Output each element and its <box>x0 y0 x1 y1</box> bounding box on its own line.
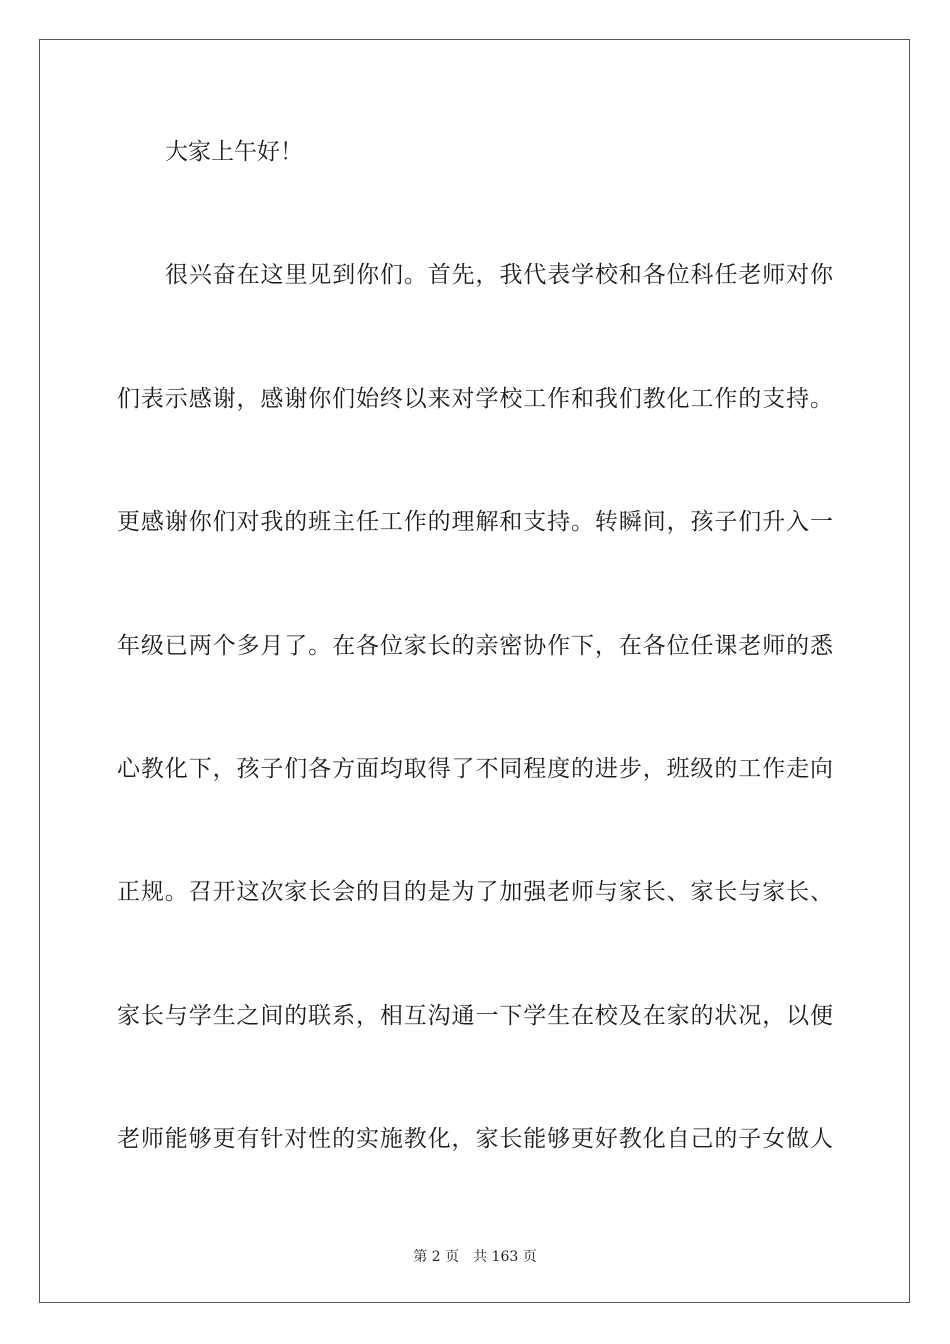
paragraph-line-3: 更感谢你们对我的班主任工作的理解和支持。转瞬间，孩子们升入一 <box>117 509 833 535</box>
page-frame <box>39 39 910 1303</box>
paragraph-line-7: 家长与学生之间的联系，相互沟通一下学生在校及在家的状况，以便 <box>117 1003 833 1029</box>
paragraph-line-6: 正规。召开这次家长会的目的是为了加强老师与家长、家长与家长、 <box>117 879 833 905</box>
greeting-line: 大家上午好！ <box>165 139 303 165</box>
paragraph-line-8: 老师能够更有针对性的实施教化，家长能够更好教化自己的子女做人 <box>117 1126 833 1152</box>
paragraph-line-4: 年级已两个多月了。在各位家长的亲密协作下，在各位任课老师的悉 <box>117 633 833 659</box>
paragraph-line-1: 很兴奋在这里见到你们。首先，我代表学校和各位科任老师对你 <box>165 262 833 288</box>
paragraph-line-5: 心教化下，孩子们各方面均取得了不同程度的进步，班级的工作走向 <box>117 756 833 782</box>
page-number: 第 2 页 <box>413 1249 460 1265</box>
paragraph-line-2: 们表示感谢，感谢你们始终以来对学校工作和我们教化工作的支持。 <box>117 386 833 412</box>
page-total: 共 163 页 <box>473 1249 537 1265</box>
page-footer <box>0 1247 950 1267</box>
